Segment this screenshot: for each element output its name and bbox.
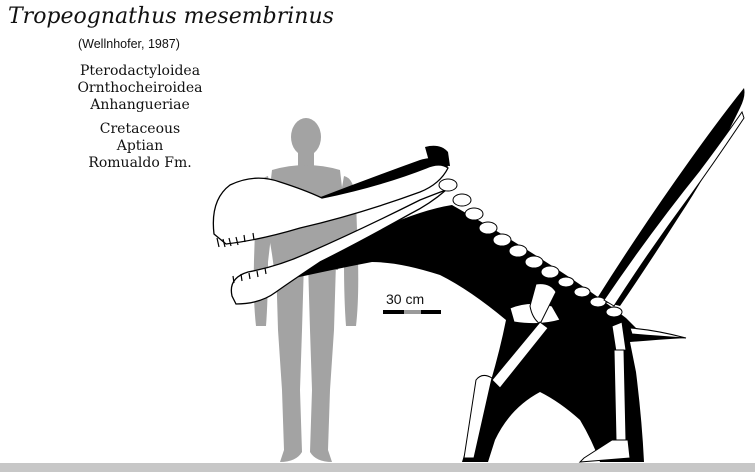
species-authority: (Wellnhofer, 1987) [78, 37, 180, 51]
geologic-period: Cretaceous [99, 121, 181, 137]
taxon-rank: Ornthocheiroidea [77, 80, 203, 96]
ground-line [0, 463, 755, 472]
species-title: Tropeognathus mesembrinus [8, 4, 334, 29]
scale-bar-label: 30 cm [386, 291, 425, 307]
geologic-stage: Aptian [116, 138, 164, 154]
geologic-formation: Romualdo Fm. [88, 155, 192, 171]
scale-bar [383, 310, 441, 314]
taxon-rank: Anhangueriae [90, 97, 190, 113]
taxon-rank: Pterodactyloidea [79, 63, 201, 79]
